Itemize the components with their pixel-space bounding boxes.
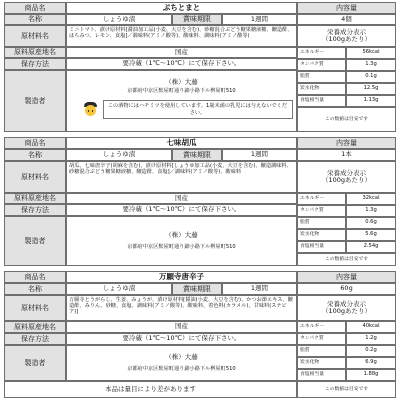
nutrition-label: 脂質	[297, 217, 346, 229]
nutrition-title-sub: （100gあたり）	[321, 307, 372, 315]
nutrition-title	[297, 25, 396, 47]
label-card-3	[4, 271, 396, 398]
manufacturer-address: 京都府中京区麩屋町通り錦小路下ル桝屋町510	[127, 243, 236, 250]
best-before-key: 賞味期限	[172, 14, 222, 25]
category-key: 名称	[4, 14, 66, 25]
nutrition-label: タンパク質	[297, 205, 346, 217]
nutrition-value: 5.6g	[346, 229, 396, 241]
ingredients-value: ミニトマト、漬け原材料[醤油加工品(小麦、大豆を含む)、砂糖混合ぶどう糖果糖液糖、醸造酢、はちみつ、レモン、食塩]／調味料(アミノ酸等)、酸味料、調味料(アミノ酸等)	[66, 25, 297, 47]
manufacturer-key: 製造者	[4, 216, 66, 266]
origin-key: 原料原産地名	[4, 321, 66, 333]
label-card-1	[4, 2, 396, 132]
nutrition-label: 炭水化物	[297, 229, 346, 241]
origin-value: 国産	[66, 47, 297, 58]
category-key: 名称	[4, 283, 66, 295]
product-name-value: 万願寺唐辛子	[66, 271, 297, 283]
storage-key: 保存方法	[4, 204, 66, 216]
weight-footnote: 本品は量目により差があります	[4, 381, 297, 398]
nutrition-title-text: 栄養成分表示	[327, 27, 366, 36]
manufacturer-address: 京都府中京区麩屋町通り錦小路下ル桝屋町510	[127, 365, 236, 372]
nutrition-value: 2.54g	[346, 241, 396, 253]
category-key: 名称	[4, 149, 66, 161]
product-name-value: ぷちとまと	[66, 2, 297, 14]
origin-key: 原料原産地名	[4, 47, 66, 58]
product-name-key: 商品名	[4, 137, 66, 149]
manufacturer-key: 製造者	[4, 70, 66, 132]
nutrition-value: 56kcal	[346, 47, 396, 59]
manufacturer-name: （株）大藤	[165, 353, 198, 362]
nutrition-value: 0.6g	[346, 217, 396, 229]
honey-warning	[77, 97, 287, 123]
nutrition-value: 32kcal	[346, 193, 396, 205]
category-value: しょうゆ漬	[66, 14, 172, 25]
nutrition-value: 1.3g	[346, 205, 396, 217]
nutrition-note: この数値は目安です	[297, 381, 396, 398]
nutrition-note: この数値は目安です	[297, 253, 396, 266]
nutrition-title	[297, 295, 396, 321]
manufacturer-block	[66, 345, 297, 381]
nutrition-label: エネルギー	[297, 321, 346, 333]
nutrition-value: 40kcal	[346, 321, 396, 333]
origin-value: 国産	[66, 193, 297, 204]
best-before-key: 賞味期限	[172, 149, 222, 161]
storage-key: 保存方法	[4, 58, 66, 70]
product-name-key: 商品名	[4, 2, 66, 14]
nutrition-title-sub: （100gあたり）	[321, 35, 372, 43]
net-content-key: 内容量	[297, 2, 396, 14]
nutrition-label: 食塩相当量	[297, 95, 346, 107]
net-content-key: 内容量	[297, 137, 396, 149]
ingredients-key: 原材料名	[4, 161, 66, 193]
nutrition-label: エネルギー	[297, 193, 346, 205]
product-name-value: 七味胡瓜	[66, 137, 297, 149]
nutrition-label: 食塩相当量	[297, 369, 346, 381]
nutrition-title-sub: （100gあたり）	[321, 176, 372, 184]
ingredients-key: 原材料名	[4, 295, 66, 321]
nutrition-title-text: 栄養成分表示	[327, 299, 366, 308]
nutrition-label: 脂質	[297, 345, 346, 357]
net-content-value: 60g	[297, 283, 396, 295]
manufacturer-name: （株）大藤	[165, 77, 198, 86]
ingredients-key: 原材料名	[4, 25, 66, 47]
nutrition-value: 1.3g	[346, 59, 396, 71]
nutrition-value: 6.9g	[346, 357, 396, 369]
nutrition-note: この数値は目安です	[297, 107, 396, 132]
storage-value: 要冷蔵（1℃〜10℃）にて保存下さい。	[66, 58, 297, 70]
nutrition-title	[297, 161, 396, 193]
manufacturer-name: （株）大藤	[165, 231, 198, 240]
nutrition-label: 炭水化物	[297, 357, 346, 369]
nutrition-value: 0.1g	[346, 71, 396, 83]
product-name-key: 商品名	[4, 271, 66, 283]
nutrition-label: 炭水化物	[297, 83, 346, 95]
origin-key: 原料原産地名	[4, 193, 66, 204]
manufacturer-block	[66, 216, 297, 266]
category-value: しょうゆ漬	[66, 149, 172, 161]
storage-key: 保存方法	[4, 333, 66, 345]
origin-value: 国産	[66, 321, 297, 333]
ingredients-value: 万願寺とうがらし、生姜、みょうが、漬け原材料[醤油(小麦、大豆を含む)、かつお節エキス、醸造酢、みりん、砂糖、食塩、調味料(アミノ酸等)、酸味料、着色料(カラメル)、甘味料(ステビア)]	[66, 295, 297, 321]
best-before-key: 賞味期限	[172, 283, 222, 295]
nutrition-label: 脂質	[297, 71, 346, 83]
manufacturer-block	[66, 70, 297, 132]
nutrition-value: 12.5g	[346, 83, 396, 95]
manufacturer-key: 製造者	[4, 345, 66, 381]
nutrition-label: タンパク質	[297, 333, 346, 345]
net-content-value: 4個	[297, 14, 396, 25]
net-content-key: 内容量	[297, 271, 396, 283]
nutrition-label: タンパク質	[297, 59, 346, 71]
best-before-value: 1週間	[222, 14, 297, 25]
honey-warning-text: この酒物にはハチミツを使用しています。1歳未満の乳児には与えないでください。	[103, 100, 293, 118]
manufacturer-address: 京都府中京区麩屋町通り錦小路下ル桝屋町510	[127, 88, 236, 95]
label-card-2	[4, 137, 396, 266]
ingredients-value: 胡瓜、七味唐辛子(胡麻を含む)、漬け原材料[しょうゆ加工品(小麦、大豆を含む)、醸造調味料、砂糖混合ぶどう糖果糖液糖、醸造酢、食塩]／調味料(アミノ酸等)、酸味料	[66, 161, 297, 193]
nutrition-value: 1.2g	[346, 333, 396, 345]
category-value: しょうゆ漬	[66, 283, 172, 295]
nutrition-value: 1.13g	[346, 95, 396, 107]
nutrition-label: 食塩相当量	[297, 241, 346, 253]
best-before-value: 1週間	[222, 149, 297, 161]
best-before-value: 1週間	[222, 283, 297, 295]
mascot-icon	[83, 102, 98, 117]
nutrition-value: 0.2g	[346, 345, 396, 357]
storage-value: 要冷蔵（1℃〜10℃）にて保存下さい。	[66, 333, 297, 345]
nutrition-value: 1.88g	[346, 369, 396, 381]
nutrition-label: エネルギー	[297, 47, 346, 59]
nutrition-title-text: 栄養成分表示	[327, 168, 366, 177]
net-content-value: 1本	[297, 149, 396, 161]
storage-value: 要冷蔵（1℃〜10℃）にて保存下さい。	[66, 204, 297, 216]
